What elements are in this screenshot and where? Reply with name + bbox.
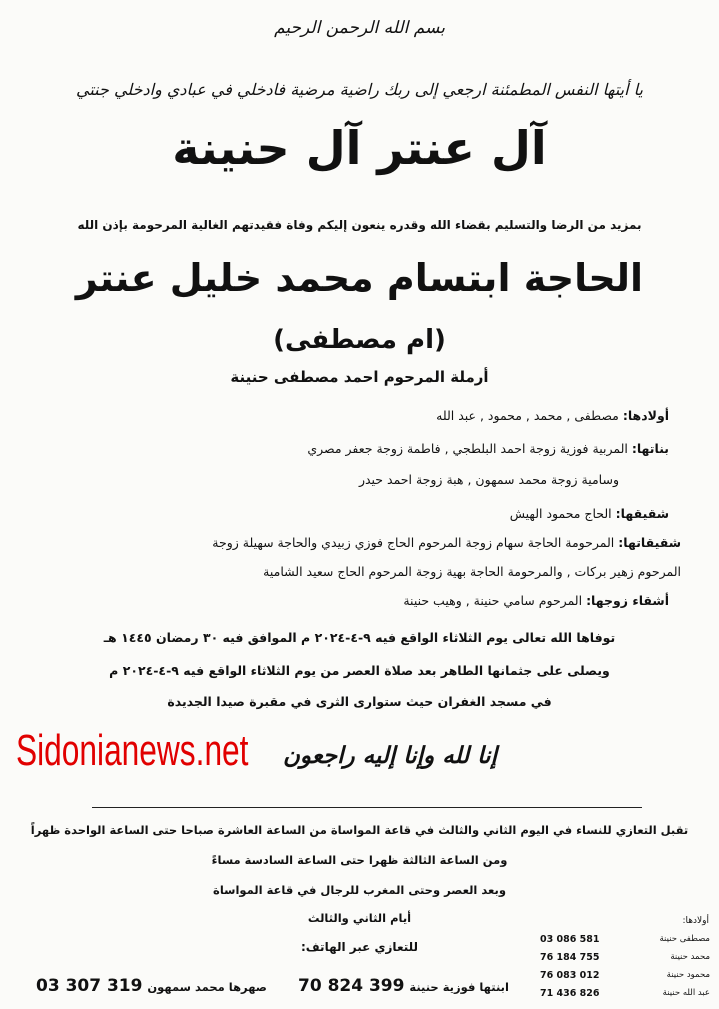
sons-phone-number: 76 083 012 bbox=[540, 970, 600, 981]
son-in-law-number: 03 307 319 bbox=[36, 976, 143, 996]
condolence-women-line: تقبل التعازي للنساء في اليوم الثاني والثالث في قاعة المواساة من الساعة العاشرة صباحا حتى الساعة الواحدة ظهراً bbox=[30, 823, 689, 837]
burial-line: في مسجد الغفران حيث ستوارى الثرى في مقبرة صيدا الجديدة bbox=[167, 694, 552, 709]
sons-phone-number: 76 184 755 bbox=[540, 952, 600, 963]
son-in-law-label: صهرها محمد سمهون bbox=[147, 980, 267, 994]
condolence-days-line: أيام الثاني والثالث bbox=[307, 911, 412, 925]
sons-phone-name: عبد الله حنينة bbox=[662, 988, 710, 998]
relatives-daughters bbox=[307, 441, 669, 456]
relatives-sons-label: أولادها: bbox=[622, 408, 669, 423]
deceased-name: الحاجة ابتسام محمد خليل عنتر bbox=[75, 256, 644, 300]
sons-phone-name: مصطفى حنينة bbox=[659, 934, 710, 944]
inna-lillah-calligraphy: إنا لله وإنا إليه راجعون bbox=[283, 742, 497, 769]
relatives-brother-name: الحاج محمود الهيش bbox=[509, 506, 612, 521]
sons-box-title: أولادها: bbox=[682, 916, 709, 926]
sons-phone-name: محمد حنينة bbox=[670, 952, 710, 962]
relatives-sisters bbox=[212, 535, 681, 550]
relatives-sons-names: مصطفى , محمد , محمود , عبد الله bbox=[436, 408, 619, 423]
sons-phone-number: 03 086 581 bbox=[540, 934, 600, 945]
death-date-line: توفاها الله تعالى يوم الثلاثاء الواقع فيه ٩-٤-٢٠٢٤ م الموافق فيه ٣٠ رمضان ١٤٤٥ هـ bbox=[103, 630, 616, 645]
condolence-men-line: وبعد العصر وحتى المغرب للرجال في قاعة المواساة bbox=[213, 883, 506, 897]
widow-of: أرملة المرحوم احمد مصطفى حنينة bbox=[230, 368, 489, 386]
relatives-daughters-label: بناتها: bbox=[631, 441, 669, 456]
sons-phone-name: محمود حنينة bbox=[666, 970, 710, 980]
prayer-line: ويصلى على جثمانها الطاهر بعد صلاة العصر من يوم الثلاثاء الواقع فيه ٩-٤-٢٠٢٤ م bbox=[109, 663, 610, 678]
sons-phone-row bbox=[540, 952, 710, 966]
daughter-phone bbox=[298, 976, 509, 996]
relatives-sisters-line1: المرحومة الحاجة سهام زوجة المرحوم الحاج فوزي زبيدي والحاجة سهيلة زوجة bbox=[212, 535, 615, 550]
divider-line bbox=[92, 807, 642, 808]
basmala-calligraphy: بسم الله الرحمن الرحيم bbox=[274, 18, 445, 38]
families-title: آل عنتر آل حنينة bbox=[172, 121, 547, 175]
announcement-intro: بمزيد من الرضا والتسليم بقضاء الله وقدره ينعون إليكم وفاة فقيدتهم الغالية المرحومة بإذن الله bbox=[77, 218, 642, 232]
quran-verse: يا أيتها النفس المطمئنة ارجعي إلى ربك راضية مرضية فادخلي في عبادي وادخلي جنتي bbox=[76, 80, 643, 99]
deceased-kunya: (ام مصطفى) bbox=[273, 325, 446, 355]
relatives-sisters-line2: المرحوم زهير بركات , والمرحومة الحاجة بهية زوجة المرحوم الحاج سعيد الشامية bbox=[263, 564, 681, 579]
relatives-brother bbox=[510, 506, 669, 521]
sidonianews-watermark: Sidonianews.net bbox=[16, 726, 249, 775]
relatives-sons bbox=[436, 408, 669, 423]
daughter-label: ابنتها فوزية حنينة bbox=[409, 980, 509, 994]
sons-phone-number: 71 436 826 bbox=[540, 988, 600, 999]
sons-phone-row bbox=[540, 988, 710, 1002]
relatives-daughters-line1: المربية فوزية زوجة احمد البلطجي , فاطمة زوجة جعفر مصري bbox=[307, 441, 628, 456]
relatives-husband-brothers-names: المرحوم سامي حنينة , وهيب حنينة bbox=[403, 593, 583, 608]
daughter-number: 70 824 399 bbox=[298, 976, 405, 996]
relatives-husband-brothers-label: أشقاء زوجها: bbox=[586, 593, 669, 608]
relatives-brother-label: شقيقها: bbox=[615, 506, 669, 521]
phone-condolence-title: للتعازي عبر الهاتف: bbox=[300, 940, 419, 954]
son-in-law-phone bbox=[36, 976, 267, 996]
relatives-sisters-label: شقيقاتها: bbox=[618, 535, 681, 550]
sons-phone-row bbox=[540, 970, 710, 984]
sons-phone-row bbox=[540, 934, 710, 948]
relatives-husband-brothers bbox=[403, 593, 669, 608]
relatives-daughters-line2: وسامية زوجة محمد سمهون , هبة زوجة احمد حيدر bbox=[358, 472, 619, 487]
condolence-afternoon-line: ومن الساعة الثالثة ظهرا حتى الساعة السادسة مساءً bbox=[211, 853, 508, 867]
